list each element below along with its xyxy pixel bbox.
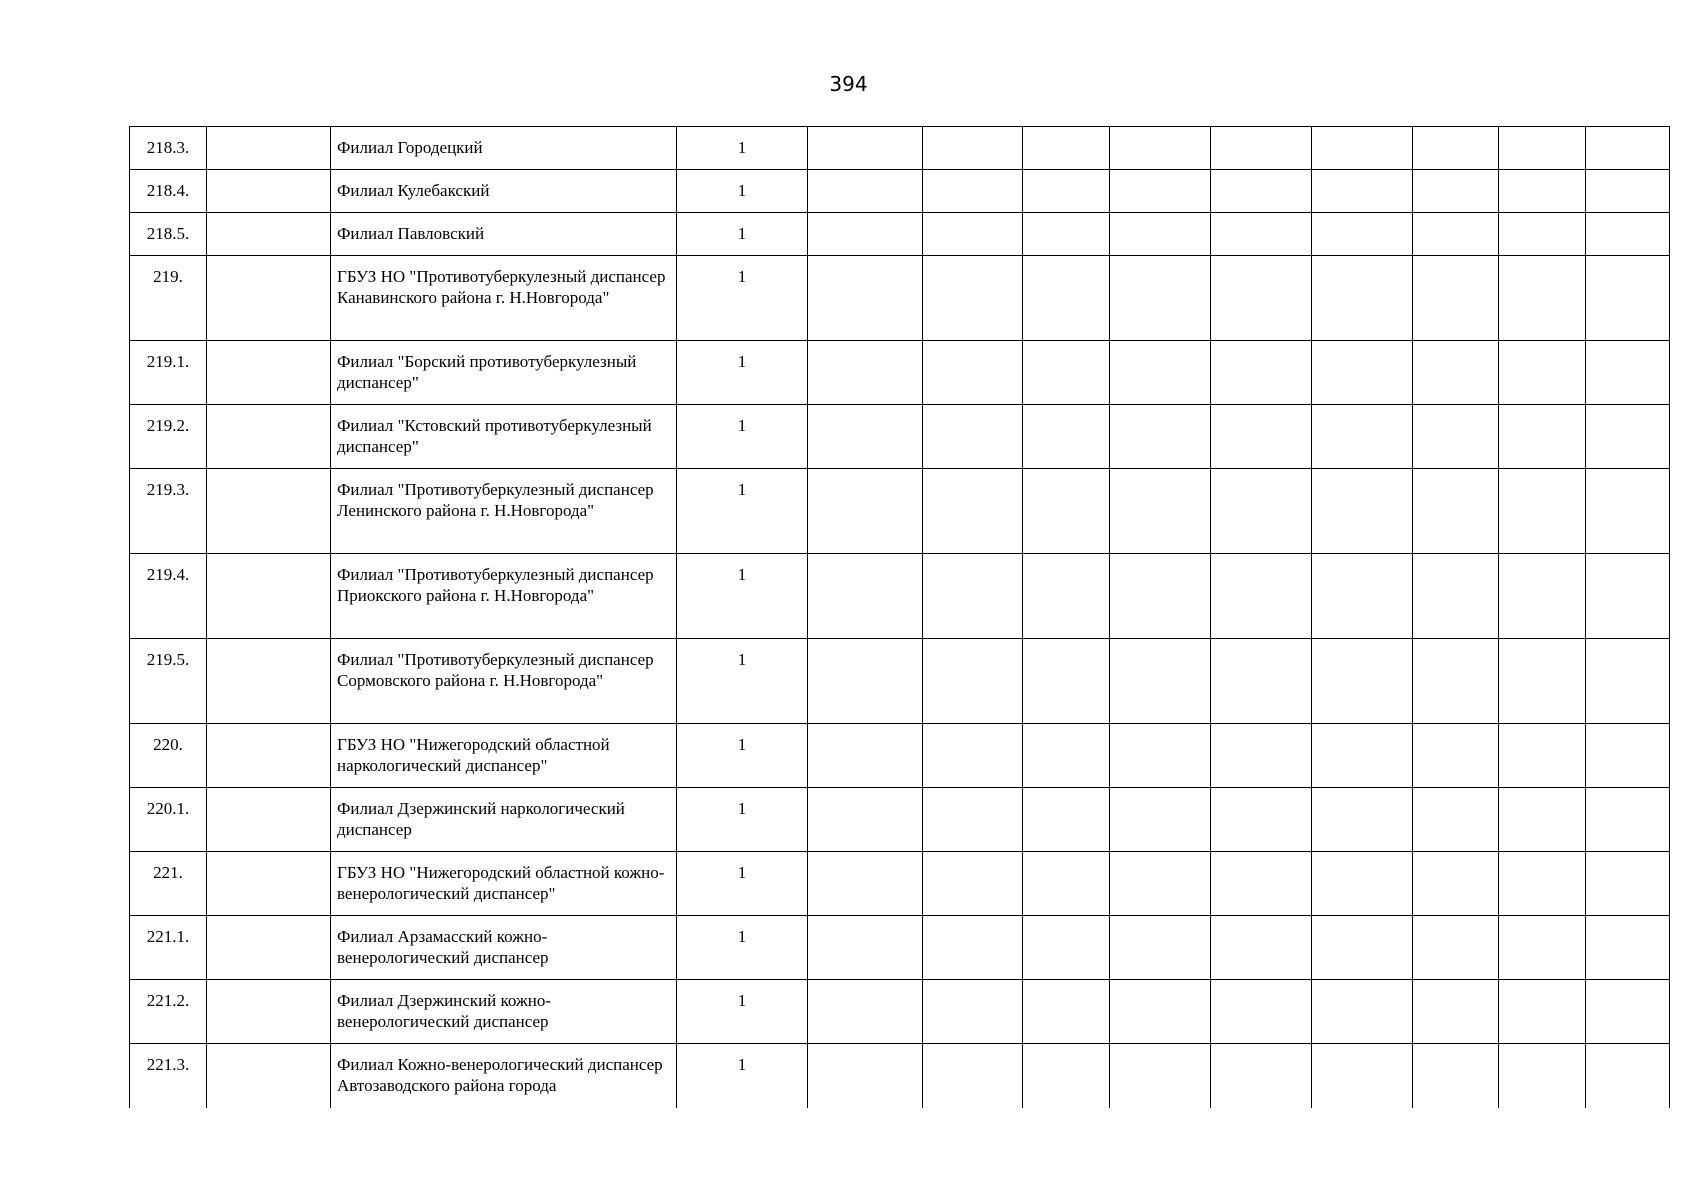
empty-cell bbox=[1110, 170, 1211, 213]
empty-cell bbox=[1110, 341, 1211, 405]
empty-cell bbox=[1110, 916, 1211, 980]
empty-cell bbox=[923, 127, 1023, 170]
empty-cell bbox=[1110, 405, 1211, 469]
empty-cell bbox=[808, 724, 923, 788]
table-row bbox=[130, 127, 1670, 170]
empty-cell bbox=[1413, 788, 1499, 852]
quantity-cell: 1 bbox=[677, 1044, 808, 1108]
quantity-cell: 1 bbox=[677, 127, 808, 170]
empty-cell bbox=[1110, 639, 1211, 724]
empty-cell bbox=[1586, 724, 1670, 788]
institution-name-cell: Филиал Дзержинский наркологический диспансер bbox=[331, 788, 677, 852]
empty-cell bbox=[1586, 852, 1670, 916]
code-cell bbox=[207, 1044, 331, 1108]
quantity-cell: 1 bbox=[677, 256, 808, 341]
empty-cell bbox=[808, 554, 923, 639]
institution-name-cell: Филиал Дзержинский кожно-венерологический диспансер bbox=[331, 980, 677, 1044]
empty-cell bbox=[808, 341, 923, 405]
empty-cell bbox=[923, 256, 1023, 341]
row-number-cell: 218.4. bbox=[130, 170, 207, 213]
empty-cell bbox=[1211, 554, 1312, 639]
empty-cell bbox=[1211, 170, 1312, 213]
empty-cell bbox=[1110, 1044, 1211, 1108]
empty-cell bbox=[1413, 724, 1499, 788]
empty-cell bbox=[1110, 127, 1211, 170]
empty-cell bbox=[1211, 980, 1312, 1044]
empty-cell bbox=[923, 405, 1023, 469]
institution-name-cell: Филиал Городецкий bbox=[331, 127, 677, 170]
empty-cell bbox=[923, 170, 1023, 213]
quantity-cell: 1 bbox=[677, 788, 808, 852]
empty-cell bbox=[1586, 980, 1670, 1044]
quantity-cell: 1 bbox=[677, 980, 808, 1044]
table-row bbox=[130, 852, 1670, 916]
code-cell bbox=[207, 788, 331, 852]
empty-cell bbox=[1110, 980, 1211, 1044]
row-number-cell: 219.5. bbox=[130, 639, 207, 724]
empty-cell bbox=[1586, 170, 1670, 213]
row-number-cell: 219.2. bbox=[130, 405, 207, 469]
institution-name-cell: Филиал "Борский противотуберкулезный диспансер" bbox=[331, 341, 677, 405]
empty-cell bbox=[1586, 469, 1670, 554]
institution-name-cell: ГБУЗ НО "Нижегородский областной наркологический диспансер" bbox=[331, 724, 677, 788]
empty-cell bbox=[1023, 639, 1110, 724]
table-row bbox=[130, 405, 1670, 469]
empty-cell bbox=[1413, 469, 1499, 554]
empty-cell bbox=[808, 980, 923, 1044]
table-row bbox=[130, 639, 1670, 724]
empty-cell bbox=[923, 724, 1023, 788]
empty-cell bbox=[923, 469, 1023, 554]
empty-cell bbox=[923, 788, 1023, 852]
code-cell bbox=[207, 469, 331, 554]
empty-cell bbox=[1211, 469, 1312, 554]
institution-name-cell: Филиал "Противотуберкулезный диспансер Приокского района г. Н.Новгорода" bbox=[331, 554, 677, 639]
empty-cell bbox=[1312, 405, 1413, 469]
code-cell bbox=[207, 639, 331, 724]
empty-cell bbox=[808, 213, 923, 256]
code-cell bbox=[207, 980, 331, 1044]
empty-cell bbox=[1586, 788, 1670, 852]
table-row bbox=[130, 1044, 1670, 1108]
quantity-cell: 1 bbox=[677, 724, 808, 788]
empty-cell bbox=[1586, 341, 1670, 405]
empty-cell bbox=[1312, 341, 1413, 405]
empty-cell bbox=[1312, 127, 1413, 170]
empty-cell bbox=[1413, 554, 1499, 639]
empty-cell bbox=[923, 213, 1023, 256]
empty-cell bbox=[1499, 127, 1586, 170]
quantity-cell: 1 bbox=[677, 213, 808, 256]
empty-cell bbox=[923, 852, 1023, 916]
empty-cell bbox=[1499, 256, 1586, 341]
table-row bbox=[130, 170, 1670, 213]
institution-name-cell: ГБУЗ НО "Противотуберкулезный диспансер Канавинского района г. Н.Новгорода" bbox=[331, 256, 677, 341]
empty-cell bbox=[1023, 852, 1110, 916]
table-row bbox=[130, 980, 1670, 1044]
table-row bbox=[130, 724, 1670, 788]
empty-cell bbox=[923, 916, 1023, 980]
empty-cell bbox=[1586, 554, 1670, 639]
quantity-cell: 1 bbox=[677, 554, 808, 639]
empty-cell bbox=[1312, 639, 1413, 724]
empty-cell bbox=[1413, 916, 1499, 980]
code-cell bbox=[207, 405, 331, 469]
empty-cell bbox=[1586, 916, 1670, 980]
empty-cell bbox=[1586, 405, 1670, 469]
empty-cell bbox=[1499, 213, 1586, 256]
empty-cell bbox=[1312, 170, 1413, 213]
empty-cell bbox=[1023, 213, 1110, 256]
row-number-cell: 218.5. bbox=[130, 213, 207, 256]
code-cell bbox=[207, 256, 331, 341]
empty-cell bbox=[808, 639, 923, 724]
institution-name-cell: Филиал "Кстовский противотуберкулезный диспансер" bbox=[331, 405, 677, 469]
empty-cell bbox=[1499, 405, 1586, 469]
empty-cell bbox=[1312, 980, 1413, 1044]
institution-name-cell: Филиал Кожно-венерологический диспансер Автозаводского района города bbox=[331, 1044, 677, 1108]
code-cell bbox=[207, 341, 331, 405]
empty-cell bbox=[1499, 639, 1586, 724]
empty-cell bbox=[1023, 788, 1110, 852]
empty-cell bbox=[1499, 341, 1586, 405]
empty-cell bbox=[1312, 469, 1413, 554]
code-cell bbox=[207, 127, 331, 170]
empty-cell bbox=[1413, 213, 1499, 256]
data-table bbox=[129, 126, 1670, 1108]
empty-cell bbox=[1586, 256, 1670, 341]
row-number-cell: 220.1. bbox=[130, 788, 207, 852]
empty-cell bbox=[1110, 554, 1211, 639]
row-number-cell: 221. bbox=[130, 852, 207, 916]
institution-name-cell: Филиал "Противотуберкулезный диспансер Сормовского района г. Н.Новгорода" bbox=[331, 639, 677, 724]
empty-cell bbox=[1586, 127, 1670, 170]
empty-cell bbox=[1312, 554, 1413, 639]
row-number-cell: 219. bbox=[130, 256, 207, 341]
page-number: 394 bbox=[829, 72, 868, 96]
empty-cell bbox=[923, 554, 1023, 639]
empty-cell bbox=[808, 1044, 923, 1108]
empty-cell bbox=[1211, 213, 1312, 256]
empty-cell bbox=[1499, 916, 1586, 980]
empty-cell bbox=[1499, 980, 1586, 1044]
empty-cell bbox=[1023, 405, 1110, 469]
empty-cell bbox=[1211, 639, 1312, 724]
empty-cell bbox=[1413, 170, 1499, 213]
empty-cell bbox=[1023, 980, 1110, 1044]
row-number-cell: 221.3. bbox=[130, 1044, 207, 1108]
code-cell bbox=[207, 170, 331, 213]
empty-cell bbox=[808, 916, 923, 980]
empty-cell bbox=[1413, 127, 1499, 170]
empty-cell bbox=[1110, 788, 1211, 852]
empty-cell bbox=[1023, 469, 1110, 554]
empty-cell bbox=[1312, 1044, 1413, 1108]
institution-name-cell: ГБУЗ НО "Нижегородский областной кожно-венерологический диспансер" bbox=[331, 852, 677, 916]
empty-cell bbox=[923, 341, 1023, 405]
code-cell bbox=[207, 213, 331, 256]
empty-cell bbox=[1499, 170, 1586, 213]
empty-cell bbox=[1023, 1044, 1110, 1108]
row-number-cell: 219.4. bbox=[130, 554, 207, 639]
empty-cell bbox=[1211, 405, 1312, 469]
institution-name-cell: Филиал Кулебакский bbox=[331, 170, 677, 213]
empty-cell bbox=[1499, 724, 1586, 788]
empty-cell bbox=[1413, 639, 1499, 724]
empty-cell bbox=[1211, 341, 1312, 405]
empty-cell bbox=[1413, 405, 1499, 469]
empty-cell bbox=[1413, 1044, 1499, 1108]
empty-cell bbox=[1211, 724, 1312, 788]
empty-cell bbox=[1023, 170, 1110, 213]
table-row bbox=[130, 788, 1670, 852]
empty-cell bbox=[1312, 852, 1413, 916]
code-cell bbox=[207, 916, 331, 980]
empty-cell bbox=[1110, 852, 1211, 916]
row-number-cell: 221.2. bbox=[130, 980, 207, 1044]
quantity-cell: 1 bbox=[677, 916, 808, 980]
empty-cell bbox=[1413, 341, 1499, 405]
row-number-cell: 218.3. bbox=[130, 127, 207, 170]
empty-cell bbox=[1413, 852, 1499, 916]
table-row bbox=[130, 256, 1670, 341]
row-number-cell: 220. bbox=[130, 724, 207, 788]
institution-name-cell: Филиал "Противотуберкулезный диспансер Ленинского района г. Н.Новгорода" bbox=[331, 469, 677, 554]
empty-cell bbox=[923, 639, 1023, 724]
empty-cell bbox=[1312, 724, 1413, 788]
table-row bbox=[130, 916, 1670, 980]
institution-name-cell: Филиал Павловский bbox=[331, 213, 677, 256]
empty-cell bbox=[1211, 788, 1312, 852]
quantity-cell: 1 bbox=[677, 341, 808, 405]
table-row bbox=[130, 213, 1670, 256]
empty-cell bbox=[1211, 916, 1312, 980]
table-row bbox=[130, 341, 1670, 405]
empty-cell bbox=[1586, 639, 1670, 724]
empty-cell bbox=[808, 405, 923, 469]
quantity-cell: 1 bbox=[677, 170, 808, 213]
empty-cell bbox=[1023, 554, 1110, 639]
empty-cell bbox=[1023, 916, 1110, 980]
empty-cell bbox=[1110, 256, 1211, 341]
empty-cell bbox=[1211, 1044, 1312, 1108]
empty-cell bbox=[1499, 1044, 1586, 1108]
empty-cell bbox=[1499, 469, 1586, 554]
empty-cell bbox=[808, 127, 923, 170]
empty-cell bbox=[923, 980, 1023, 1044]
table-row bbox=[130, 469, 1670, 554]
empty-cell bbox=[1110, 213, 1211, 256]
empty-cell bbox=[808, 852, 923, 916]
institution-name-cell: Филиал Арзамасский кожно-венерологический диспансер bbox=[331, 916, 677, 980]
empty-cell bbox=[1413, 980, 1499, 1044]
empty-cell bbox=[1023, 127, 1110, 170]
quantity-cell: 1 bbox=[677, 405, 808, 469]
empty-cell bbox=[808, 788, 923, 852]
empty-cell bbox=[1312, 256, 1413, 341]
empty-cell bbox=[923, 1044, 1023, 1108]
empty-cell bbox=[1586, 1044, 1670, 1108]
empty-cell bbox=[1312, 788, 1413, 852]
code-cell bbox=[207, 724, 331, 788]
empty-cell bbox=[1211, 127, 1312, 170]
empty-cell bbox=[1110, 469, 1211, 554]
quantity-cell: 1 bbox=[677, 852, 808, 916]
empty-cell bbox=[1110, 724, 1211, 788]
quantity-cell: 1 bbox=[677, 639, 808, 724]
empty-cell bbox=[1023, 256, 1110, 341]
empty-cell bbox=[1211, 852, 1312, 916]
empty-cell bbox=[808, 469, 923, 554]
row-number-cell: 219.3. bbox=[130, 469, 207, 554]
row-number-cell: 221.1. bbox=[130, 916, 207, 980]
quantity-cell: 1 bbox=[677, 469, 808, 554]
table-row bbox=[130, 554, 1670, 639]
empty-cell bbox=[1413, 256, 1499, 341]
empty-cell bbox=[808, 256, 923, 341]
empty-cell bbox=[1499, 788, 1586, 852]
empty-cell bbox=[1211, 256, 1312, 341]
empty-cell bbox=[1023, 724, 1110, 788]
empty-cell bbox=[808, 170, 923, 213]
empty-cell bbox=[1499, 852, 1586, 916]
empty-cell bbox=[1312, 213, 1413, 256]
empty-cell bbox=[1586, 213, 1670, 256]
row-number-cell: 219.1. bbox=[130, 341, 207, 405]
code-cell bbox=[207, 852, 331, 916]
empty-cell bbox=[1312, 916, 1413, 980]
code-cell bbox=[207, 554, 331, 639]
table-body bbox=[130, 127, 1670, 1108]
empty-cell bbox=[1499, 554, 1586, 639]
empty-cell bbox=[1023, 341, 1110, 405]
